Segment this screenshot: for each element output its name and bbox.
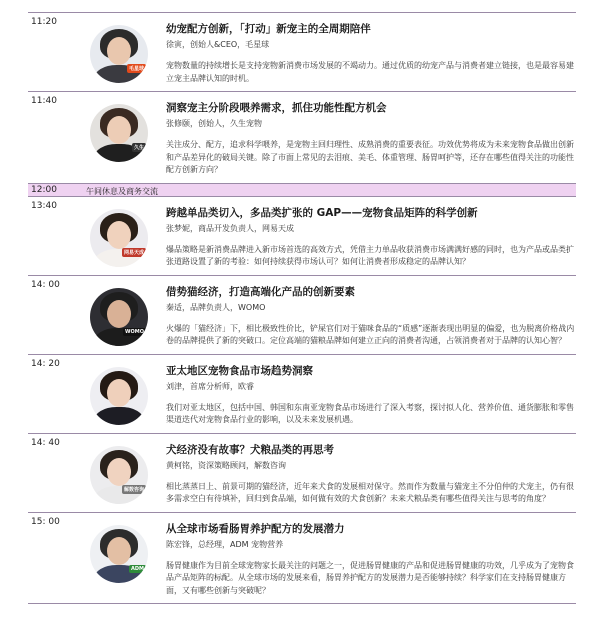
speaker-info: 秦适，品牌负责人，WOMO	[166, 302, 266, 312]
speaker-photo	[90, 525, 148, 583]
session-cell	[80, 355, 576, 433]
session-row	[28, 513, 576, 605]
break-row	[28, 184, 576, 197]
session-time: 14: 40	[31, 437, 60, 448]
speaker-info: 张修颐，创始人，久生宠物	[166, 119, 262, 128]
session-description: 宠物数量的持续增长是支持宠物新消费市场发展的不竭动力。通过优质的幼宠产品与消费者建立链接，也是最容易建立宠主品牌认知的时机。	[166, 61, 574, 83]
session-title: 借势猫经济，打造高端化产品的创新要素	[166, 285, 355, 298]
speaker-info: 黄柯铭，资深策略顾问，解数咨询	[166, 460, 286, 470]
session-content	[148, 355, 576, 433]
photo-face	[107, 221, 131, 249]
session-title: 犬经济没有故事？犬粮品类的再思考	[166, 443, 334, 456]
photo-face	[107, 379, 131, 407]
agenda-table	[28, 12, 576, 604]
session-content	[148, 513, 576, 604]
photo-face	[107, 537, 131, 565]
session-time: 11:40	[31, 96, 57, 106]
session-cell	[80, 434, 576, 512]
session-row	[28, 276, 576, 355]
speaker-photo	[90, 367, 148, 425]
speaker-info: 刘津，首席分析师，欧睿	[166, 381, 254, 391]
session-content	[148, 434, 576, 512]
session-time: 14: 20	[31, 358, 60, 369]
company-logo: 久生	[133, 145, 144, 151]
session-row	[28, 197, 576, 276]
session-description: 肠胃健康作为目前全球宠物家长最关注的问题之一，促进肠胃健康的产品和促进肠胃健康的功效，几乎成为了宠物食品产品矩阵的标配。从全球市场的发展来看，肠胃养护配方的发展潜力是否能够持续？科学家们在支持肠胃健康方面，又有哪些创新与突破呢？	[166, 560, 574, 595]
session-cell	[80, 92, 576, 183]
session-content	[148, 197, 576, 275]
session-description: 我们对亚太地区，包括中国、韩国和东南亚宠物食品市场进行了深入考察，探讨拟人化、营养价值、通货膨胀和零售渠道迭代对宠物食品行业的影响，以及未来发展机遇。	[166, 402, 574, 424]
session-content	[148, 92, 576, 183]
speaker-photo	[90, 446, 148, 504]
session-time: 15: 00	[31, 516, 60, 527]
session-row	[28, 355, 576, 434]
session-time: 11:20	[31, 17, 57, 27]
session-title: 跨越单品类切入，多品类扩张的 GAP——宠物食品矩阵的科学创新	[166, 206, 478, 219]
session-cell	[80, 513, 576, 604]
company-logo: 解数咨询	[123, 486, 144, 493]
session-description: 相比蒸蒸日上、前景可期的猫经济，近年来犬食的发展相对保守。然而作为数量与猫宠主不分伯仲的犬宠主，仍有很多需求空白有待填补，回归到食品端，如何做有效的犬食创新？未来犬粮品类有哪些值得关注与思考的角度？	[166, 481, 574, 503]
photo-face	[107, 116, 131, 144]
photo-face	[107, 37, 131, 65]
session-description: 火爆的「猫经济」下，相比极致性价比，铲屎官们对于猫咪食品的“质感”逐渐表现出明显的偏爱，也为脱离价格战内卷的品牌提供了新的突破口。定位高端的猫粮品牌如何建立正向的消费者沟通，占领消费者对于品牌的认知心智？	[166, 323, 575, 345]
break-time: 12:00	[31, 184, 57, 195]
photo-body	[94, 407, 144, 425]
session-row	[28, 434, 576, 513]
speaker-photo	[90, 209, 148, 267]
company-logo: 毛星球	[128, 66, 144, 72]
session-content	[148, 276, 576, 354]
session-content	[148, 13, 576, 91]
company-logo: WOMO	[125, 328, 144, 335]
session-title: 洞察宠主分阶段喂养需求，抓住功能性配方机会	[166, 102, 387, 114]
session-title: 从全球市场看肠胃养护配方的发展潜力	[166, 522, 345, 535]
session-cell	[80, 197, 576, 275]
session-description: 爆品策略是新消费品牌进入新市场首选的高效方式，凭借主力单品收获消费市场满满好感的同时，也为产品或品类扩张道路设置了新的考验：如何持续获得市场认可？如何让消费者形成稳定的品牌认知？	[166, 244, 574, 266]
session-cell	[80, 276, 576, 354]
session-row	[28, 92, 576, 184]
session-time: 13:40	[31, 200, 57, 211]
photo-face	[107, 458, 131, 486]
speaker-info: 张梦妮，商品开发负责人，网易天成	[166, 223, 294, 233]
speaker-info: 陈宏锋，总经理，ADM 宠物营养	[166, 539, 284, 549]
speaker-photo	[90, 25, 148, 83]
session-cell	[80, 13, 576, 91]
company-logo: 网易天成	[123, 249, 144, 256]
speaker-info: 徐寅，创始人&CEO，毛星球	[166, 40, 270, 49]
speaker-photo	[90, 288, 148, 346]
session-title: 亚太地区宠物食品市场趋势洞察	[166, 364, 313, 377]
session-row	[28, 13, 576, 92]
speaker-photo	[90, 104, 148, 162]
session-description: 关注成分、配方，追求科学喂养，是宠物主回归理性、成熟消费的重要表征。功效优势将成为未来宠物食品做出创新和产品差异化的破局关键。除了市面上常见的去泪痕、美毛、体重管理、肠胃呵护等，还存在哪些值得关注的功能性配方创新方向？	[166, 140, 574, 174]
company-logo: ADM	[131, 565, 144, 572]
break-label: 午间休息及商务交流	[86, 186, 158, 196]
photo-face	[107, 300, 131, 328]
session-time: 14: 00	[31, 279, 60, 290]
session-title: 幼宠配方创新，「打动」新宠主的全周期陪伴	[166, 23, 371, 35]
